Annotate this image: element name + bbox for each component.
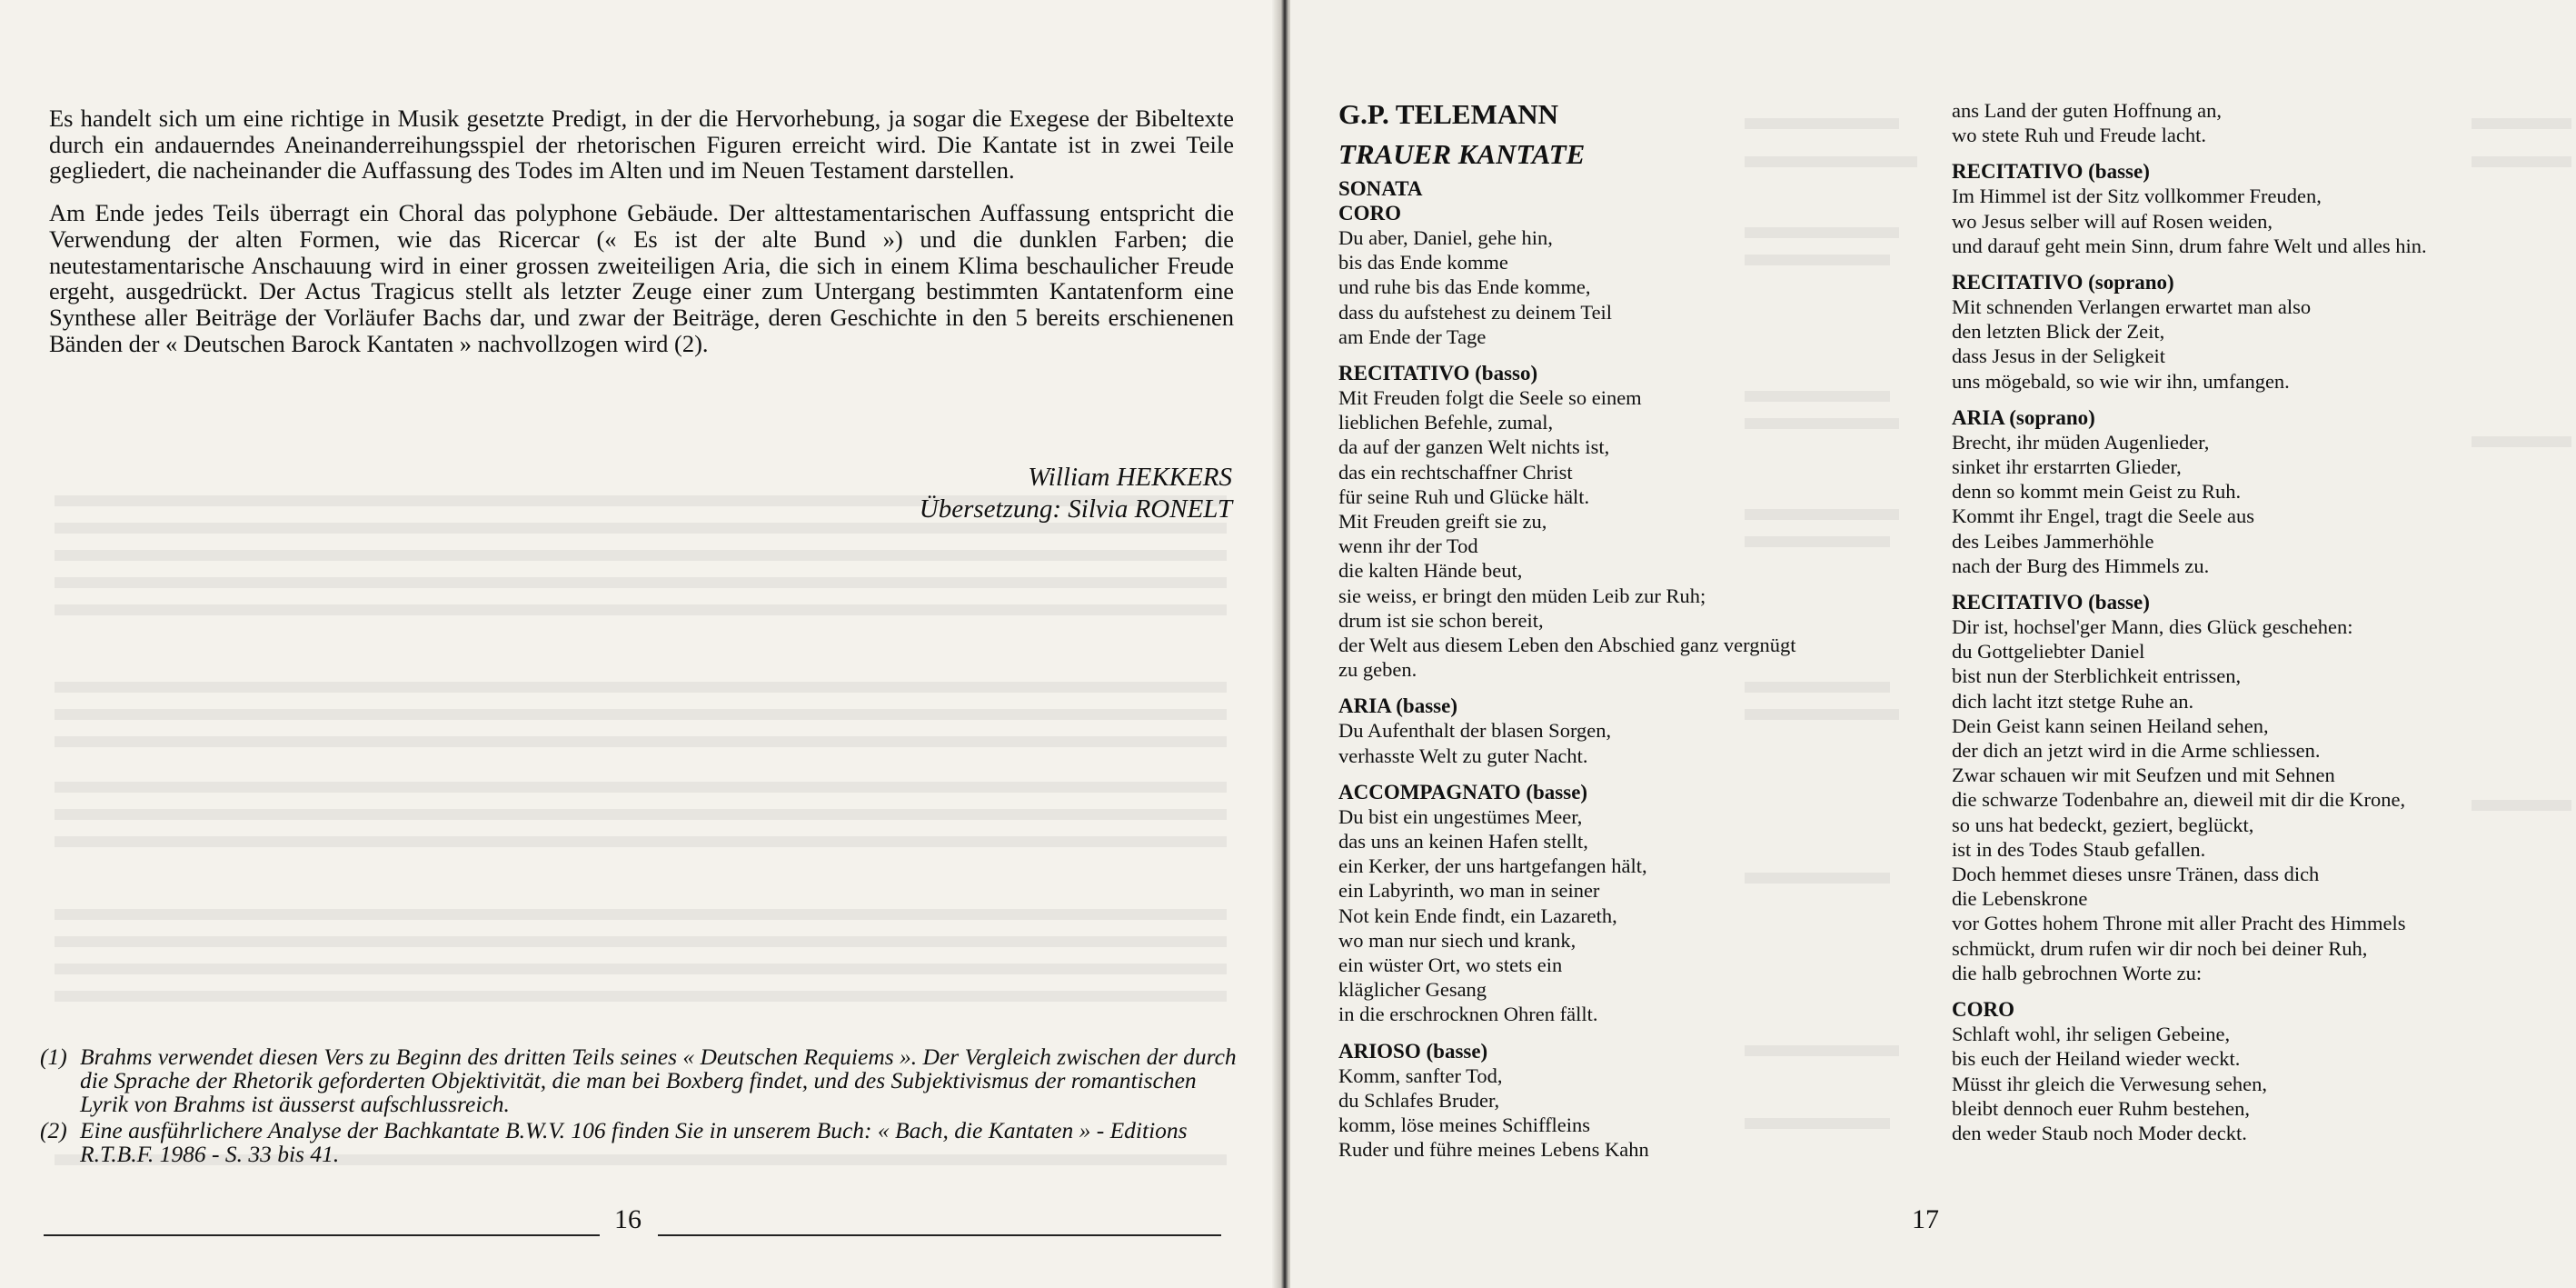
verse-line: ein Labyrinth, wo man in seiner bbox=[1338, 879, 1600, 903]
verse-line: sinket ihr erstarrten Glieder, bbox=[1952, 455, 2182, 479]
verse-line: Du Aufenthalt der blasen Sorgen, bbox=[1338, 719, 1612, 743]
verse-line: dich lacht itzt stetge Ruhe an. bbox=[1952, 689, 2194, 713]
verse-line: Not kein Ende findt, ein Lazareth, bbox=[1338, 904, 1617, 927]
verse-line: Zwar schauen wir mit Seufzen und mit Sehnen bbox=[1952, 764, 2335, 787]
composer-name: G.P. TELEMANN bbox=[1338, 98, 1559, 130]
author-name: William HEKKERS bbox=[1028, 463, 1232, 492]
verse-line: am Ende der Tage bbox=[1338, 324, 1487, 348]
verse-line: den weder Staub noch Moder deckt. bbox=[1952, 1121, 2247, 1144]
verse-line: die kalten Hände beut, bbox=[1338, 559, 1523, 583]
verse-line: Schlaft wohl, ihr seligen Gebeine, bbox=[1952, 1023, 2231, 1046]
footnote-marker: (2) bbox=[40, 1117, 67, 1143]
bleed-through bbox=[55, 936, 1227, 947]
page-number-right: 17 bbox=[1912, 1204, 1939, 1234]
verse-line: kläglicher Gesang bbox=[1338, 978, 1487, 1002]
verse-line: und darauf geht mein Sinn, drum fahre Welt und alles hin. bbox=[1952, 234, 2427, 257]
verse-line: in die erschrocknen Ohren fällt. bbox=[1338, 1003, 1598, 1026]
essay-paragraph-1: Es handelt sich um eine richtige in Musik gesetzte Predigt, in der die Hervorhebung, ja sogar die Exegese der Bibeltexte durch ein andauerndes Aneinanderreihungsspiel der rhetorischen Figuren erreicht wird. Die Kantate ist in zwei Teile gegliedert, die nacheinander die Auffassung des Todes im Alten und im Neuen Testament darstellen. bbox=[49, 105, 1234, 185]
verse-line: zu geben. bbox=[1338, 658, 1417, 682]
bleed-through bbox=[55, 909, 1227, 920]
footnote-text: Eine ausführlichere Analyse der Bachkantate B.W.V. 106 finden Sie in unserem Buch: « Bach, die Kantaten » - Editions R.T.B.F. 1986 - S. 33 bis 41. bbox=[80, 1117, 1188, 1167]
libretto-section bbox=[1952, 997, 2533, 1145]
signature-block bbox=[920, 462, 1232, 525]
verse-line: das uns an keinen Hafen stellt, bbox=[1338, 830, 1588, 854]
libretto-section bbox=[1952, 98, 2533, 147]
libretto-section bbox=[1952, 270, 2533, 394]
verse-line: die halb gebrochnen Worte zu: bbox=[1952, 961, 2203, 984]
verse-line: sie weiss, er bringt den müden Leib zur Ruh; bbox=[1338, 584, 1706, 607]
section-heading: ACCOMPAGNATO (basse) bbox=[1338, 780, 1588, 804]
verse-line: schmückt, drum rufen wir dir noch bei deiner Ruh, bbox=[1952, 936, 2368, 960]
verse-line: das ein rechtschaffner Christ bbox=[1338, 460, 1573, 484]
verse-line: für seine Ruh und Glücke hält. bbox=[1338, 484, 1590, 508]
verse-line: du Gottgeliebter Daniel bbox=[1952, 640, 2145, 664]
translator-credit: Übersetzung: Silvia RONELT bbox=[919, 494, 1232, 524]
section-heading: ARIA (soprano) bbox=[1952, 405, 2095, 429]
verse-line: den letzten Blick der Zeit, bbox=[1952, 320, 2165, 344]
section-heading: RECITATIVO (basse) bbox=[1952, 160, 2150, 184]
verse-line: uns mögebald, so wie wir ihn, umfangen. bbox=[1952, 369, 2290, 393]
verse-line: bleibt dennoch euer Ruhm bestehen, bbox=[1952, 1096, 2251, 1120]
verse-line: Müsst ihr gleich die Verwesung sehen, bbox=[1952, 1072, 2268, 1095]
libretto-section bbox=[1952, 159, 2533, 258]
libretto-section bbox=[1952, 590, 2533, 985]
verse-line: du Schlafes Bruder, bbox=[1338, 1088, 1500, 1112]
section-heading: CORO bbox=[1338, 202, 1401, 225]
verse-line: ist in des Todes Staub gefallen. bbox=[1952, 837, 2206, 861]
verse-line: dass Jesus in der Seligkeit bbox=[1952, 344, 2165, 368]
footnote-marker: (1) bbox=[40, 1043, 67, 1070]
verse-line: der Welt aus diesem Leben den Abschied ganz vergnügt bbox=[1338, 634, 1796, 657]
bleed-through bbox=[55, 604, 1227, 615]
verse-line: Mit Freuden greift sie zu, bbox=[1338, 510, 1547, 534]
bleed-through bbox=[55, 809, 1227, 820]
bleed-through bbox=[55, 782, 1227, 793]
libretto-section bbox=[1338, 201, 1884, 349]
verse-line: bis das Ende komme bbox=[1338, 251, 1508, 275]
section-heading: RECITATIVO (basso) bbox=[1338, 362, 1538, 385]
verse-line: Kommt ihr Engel, tragt die Seele aus bbox=[1952, 504, 2255, 528]
verse-line: Ruder und führe meines Lebens Kahn bbox=[1338, 1138, 1649, 1162]
section-heading: RECITATIVO (soprano) bbox=[1952, 271, 2174, 295]
libretto-section bbox=[1338, 1039, 1884, 1163]
verse-line: lieblichen Befehle, zumal, bbox=[1338, 411, 1554, 434]
page-number-left: 16 bbox=[614, 1204, 642, 1234]
verse-line: vor Gottes hohem Throne mit aller Pracht des Himmels bbox=[1952, 912, 2406, 935]
libretto-section bbox=[1338, 361, 1884, 682]
verse-line: der dich an jetzt wird in die Arme schliessen. bbox=[1952, 739, 2321, 763]
verse-line: ans Land der guten Hoffnung an, bbox=[1952, 99, 2223, 122]
verse-line: die schwarze Todenbahre an, dieweil mit dir die Krone, bbox=[1952, 788, 2406, 812]
verse-line: ein wüster Ort, wo stets ein bbox=[1338, 954, 1563, 977]
verse-line: Mit Freuden folgt die Seele so einem bbox=[1338, 386, 1642, 410]
section-heading: CORO bbox=[1952, 998, 2014, 1022]
bleed-through bbox=[55, 736, 1227, 747]
bleed-through bbox=[55, 709, 1227, 720]
verse-line: Mit schnenden Verlangen erwartet man also bbox=[1952, 295, 2312, 319]
left-page bbox=[0, 0, 1279, 1288]
verse-line: so uns hat bedeckt, geziert, beglückt, bbox=[1952, 813, 2254, 836]
libretto-column-1 bbox=[1338, 98, 1884, 1174]
footer-rule-right bbox=[658, 1234, 1221, 1236]
bleed-through bbox=[55, 836, 1227, 847]
libretto-section bbox=[1338, 780, 1884, 1027]
verse-line: wo man nur siech und krank, bbox=[1338, 928, 1576, 952]
verse-line: bist nun der Sterblichkeit entrissen, bbox=[1952, 664, 2242, 688]
work-title: TRAUER KANTATE bbox=[1338, 138, 1586, 170]
footnote-text: Brahms verwendet diesen Vers zu Beginn des dritten Teils seines « Deutschen Requiems ». Der Vergleich zwischen der durch die Sprache der Rhetorik geforderten Objektivität, die man bei Boxberg findet, und des Subjektivismus der romantischen Lyrik von Brahms ist äusserst aufschlussreich. bbox=[80, 1043, 1237, 1117]
verse-line: Dir ist, hochsel'ger Mann, dies Glück geschehen: bbox=[1952, 615, 2353, 639]
bleed-through bbox=[55, 991, 1227, 1002]
verse-line: ein Kerker, der uns hartgefangen hält, bbox=[1338, 854, 1647, 878]
libretto-section bbox=[1338, 176, 1884, 201]
section-heading: ARIA (basse) bbox=[1338, 694, 1457, 718]
essay-paragraph-2: Am Ende jedes Teils überragt ein Choral das polyphone Gebäude. Der alttestamentarischen Auffassung entspricht die Verwendung der alten Formen, wie das Ricercar (« Es ist der alte Bund ») und die dunklen Farben; die neutestamentarische Anschauung wird in einer grossen zweiteiligen Aria, die sich in einem Klima beschaulicher Freude ergeht, ausgedrückt. Der Actus Tragicus stellt als letzter Zeuge einer zum Untergang bestimmten Kantatenform eine Synthese aller Beiträge der Vorläufer Bachs dar, und zwar der Beiträge, deren Geschichte in den 5 bereits erschienenen Bänden der « Deutschen Barock Kantaten » nachvollzogen wird (2). bbox=[49, 199, 1234, 357]
section-heading: ARIOSO (basse) bbox=[1338, 1039, 1488, 1063]
verse-line: Im Himmel ist der Sitz vollkommer Freuden, bbox=[1952, 185, 2322, 208]
verse-line: Komm, sanfter Tod, bbox=[1338, 1063, 1503, 1087]
section-heading: RECITATIVO (basse) bbox=[1952, 591, 2150, 614]
verse-line: des Leibes Jammerhöhle bbox=[1952, 529, 2154, 553]
verse-line: wenn ihr der Tod bbox=[1338, 534, 1478, 558]
verse-line: dass du aufstehest zu deinem Teil bbox=[1338, 300, 1613, 324]
verse-line: nach der Burg des Himmels zu. bbox=[1952, 554, 2210, 577]
verse-line: denn so kommt mein Geist zu Ruh. bbox=[1952, 480, 2242, 504]
essay-body bbox=[49, 105, 1234, 373]
verse-line: wo Jesus selber will auf Rosen weiden, bbox=[1952, 209, 2273, 233]
bleed-through bbox=[55, 682, 1227, 693]
bleed-through bbox=[55, 577, 1227, 588]
bleed-through bbox=[55, 964, 1227, 974]
verse-line: wo stete Ruh und Freude lacht. bbox=[1952, 124, 2206, 147]
verse-line: komm, löse meines Schiffleins bbox=[1338, 1113, 1591, 1137]
verse-line: bis euch der Heiland wieder weckt. bbox=[1952, 1047, 2241, 1071]
verse-line: Doch hemmet dieses unsre Tränen, dass dich bbox=[1952, 863, 2320, 886]
verse-line: drum ist sie schon bereit, bbox=[1338, 608, 1544, 632]
verse-line: verhasste Welt zu guter Nacht. bbox=[1338, 744, 1588, 767]
bleed-through bbox=[55, 550, 1227, 561]
libretto-section bbox=[1952, 405, 2533, 578]
footnotes bbox=[40, 1045, 1239, 1169]
libretto-section bbox=[1338, 694, 1884, 767]
footnote-2 bbox=[40, 1119, 1239, 1166]
footnote-1 bbox=[40, 1045, 1239, 1116]
libretto-column-2 bbox=[1952, 98, 2533, 1157]
verse-line: und ruhe bis das Ende komme, bbox=[1338, 275, 1591, 299]
verse-line: die Lebenskrone bbox=[1952, 887, 2088, 911]
section-heading: SONATA bbox=[1338, 177, 1423, 200]
verse-line: Du aber, Daniel, gehe hin, bbox=[1338, 226, 1553, 249]
verse-line: Dein Geist kann seinen Heiland sehen, bbox=[1952, 714, 2269, 737]
verse-line: da auf der ganzen Welt nichts ist, bbox=[1338, 435, 1610, 459]
verse-line: Brecht, ihr müden Augenlieder, bbox=[1952, 430, 2210, 454]
footer-rule-left bbox=[44, 1234, 600, 1236]
verse-line: Du bist ein ungestümes Meer, bbox=[1338, 804, 1583, 828]
